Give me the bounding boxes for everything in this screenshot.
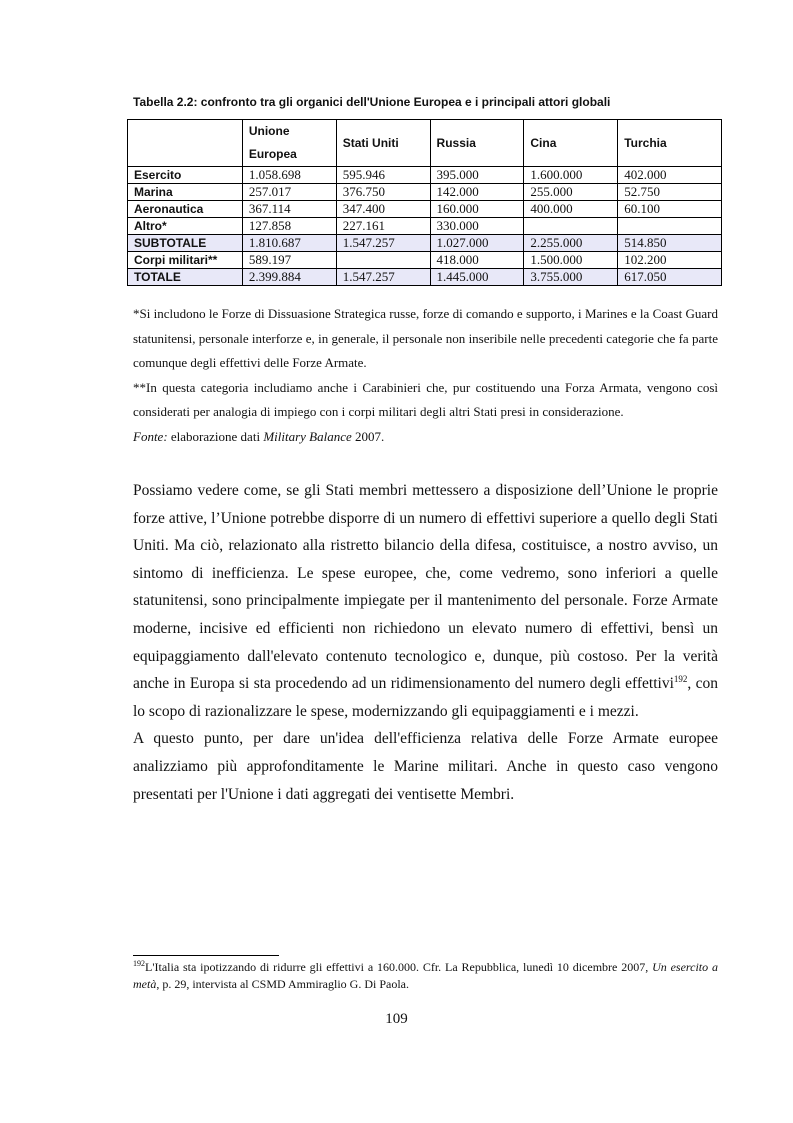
header-stati-uniti: Stati Uniti [336, 120, 430, 167]
header-russia: Russia [430, 120, 524, 167]
cell-us: 1.547.257 [336, 269, 430, 286]
cell-cn: 2.255.000 [524, 235, 618, 252]
cell-tr: 102.200 [618, 252, 722, 269]
cell-us: 376.750 [336, 184, 430, 201]
cell-ru: 395.000 [430, 167, 524, 184]
cell-ru: 1.445.000 [430, 269, 524, 286]
page-number: 109 [385, 1011, 408, 1027]
header-cina: Cina [524, 120, 618, 167]
cell-tr: 402.000 [618, 167, 722, 184]
cell-eu: 1.810.687 [242, 235, 336, 252]
cell-eu: 589.197 [242, 252, 336, 269]
cell-us: 595.946 [336, 167, 430, 184]
cell-ru: 142.000 [430, 184, 524, 201]
cell-us: 227.161 [336, 218, 430, 235]
cell-eu: 2.399.884 [242, 269, 336, 286]
cell-us: 1.547.257 [336, 235, 430, 252]
cell-us [336, 252, 430, 269]
footnote: $^{192}$L'Italia sta ipotizzando di ridurre gli effettivi a 160.000. Cfr. La Repubblica, lunedì 10 dicembre 2007, Un esercito a metà, p. 29, intervista al CSMD Ammiraglio G. Di Paola. [133, 959, 718, 991]
row-label: TOTALE [128, 269, 243, 286]
note-corpi-militari: **In questa categoria includiamo anche i Carabinieri che, pur costituendo una Forza Armata, vengono così considerati per analogia di impiego con i corpi militari degli altri Stati presi in considerazione. [133, 379, 718, 419]
row-label: Corpi militari** [128, 252, 243, 269]
table-row [128, 167, 722, 184]
cell-eu: 127.858 [242, 218, 336, 235]
table-row [128, 184, 722, 201]
header-empty [128, 120, 243, 167]
header-turchia: Turchia [618, 120, 722, 167]
cell-ru: 330.000 [430, 218, 524, 235]
table-caption: Tabella 2.2: confronto tra gli organici dell'Unione Europea e i principali attori globali [133, 95, 611, 109]
cell-cn: 3.755.000 [524, 269, 618, 286]
table-row-subtotal [128, 235, 722, 252]
cell-tr [618, 218, 722, 235]
row-label: SUBTOTALE [128, 235, 243, 252]
footnote-ref: 192 [673, 674, 688, 684]
cell-eu: 257.017 [242, 184, 336, 201]
body-text [133, 477, 718, 808]
cell-cn [524, 218, 618, 235]
cell-us: 347.400 [336, 201, 430, 218]
table-row-total [128, 269, 722, 286]
row-label: Marina [128, 184, 243, 201]
row-label: Altro* [128, 218, 243, 235]
paragraph: A questo punto, per dare un'idea dell'efficienza relativa delle Forze Armate europee analizziamo più approfonditamente le Marine militari. Anche in questo caso vengono presentati per l'Unione i dati aggregati dei ventisette Membri. [133, 730, 718, 803]
table-row [128, 252, 722, 269]
cell-eu: 367.114 [242, 201, 336, 218]
footnote-rule [133, 955, 279, 956]
cell-ru: 418.000 [430, 252, 524, 269]
cell-cn: 1.500.000 [524, 252, 618, 269]
cell-cn: 400.000 [524, 201, 618, 218]
cell-tr: 514.850 [618, 235, 722, 252]
table-row [128, 218, 722, 235]
note-source: Fonte: elaborazione dati Military Balance 2007. [133, 428, 385, 444]
cell-eu: 1.058.698 [242, 167, 336, 184]
cell-tr: 617.050 [618, 269, 722, 286]
comparison-table [127, 119, 722, 286]
table-notes [133, 302, 718, 449]
row-label: Aeronautica [128, 201, 243, 218]
cell-cn: 1.600.000 [524, 167, 618, 184]
header-unione-europea: Unione Europea [242, 120, 336, 167]
cell-cn: 255.000 [524, 184, 618, 201]
table-header-row [128, 120, 722, 167]
row-label: Esercito [128, 167, 243, 184]
paragraph: Possiamo vedere come, se gli Stati membri mettessero a disposizione dell’Unione le proprie forze attive, l’Unione potrebbe disporre di un numero di effettivi superiore a quello degli Stati Uniti. Ma ciò, relazionato alla ristretto bilancio della difesa, costituisce, a nostro avviso, un sintomo di inefficienza. Le spese europee, che, come vedremo, sono inferiori a quelle statunitensi, sono principalmente impiegate per il mantenimento del personale. Forze Armate moderne, incisive ed efficienti non richiedono un elevato numero di effettivi, bensì un equipaggiamento dall'elevato contenuto tecnologico e, dunque, più costoso. Per la verità anche in Europa si sta procedendo ad un ridimensionamento del numero degli effettivi$^{192}$, con lo scopo di razionalizzare le spese, modernizzando gli equipaggiamenti e i mezzi. [133, 482, 718, 720]
cell-tr: 52.750 [618, 184, 722, 201]
cell-ru: 160.000 [430, 201, 524, 218]
table-row [128, 201, 722, 218]
cell-tr: 60.100 [618, 201, 722, 218]
note-altro: *Si includono le Forze di Dissuasione Strategica russe, forze di comando e supporto, i Marines e la Coast Guard statunitensi, personale interforze e, in generale, il personale non inseribile nelle precedenti categorie che fa parte comunque degli effettivi delle Forze Armate. [133, 306, 718, 370]
cell-ru: 1.027.000 [430, 235, 524, 252]
